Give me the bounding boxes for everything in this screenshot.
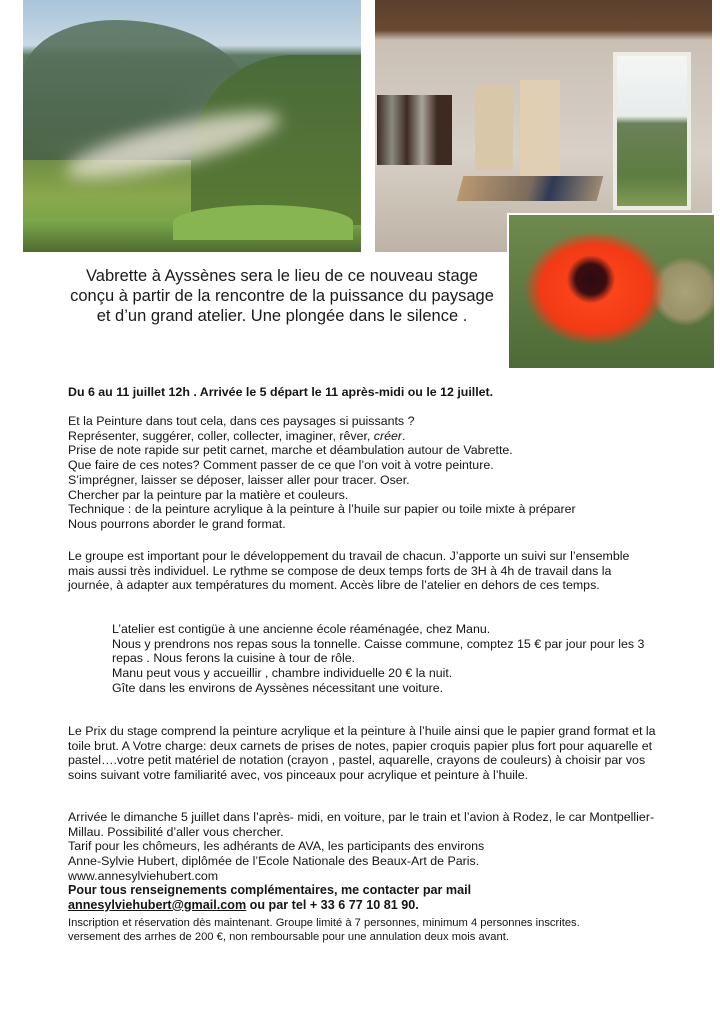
photo-doors [377, 95, 452, 165]
inscription-line: versement des arrhes de 200 €, non remboursable pour une annulation deux mois avant. [68, 931, 509, 943]
painting-line: S’imprégner, laisser se déposer, laisser aller pour tracer. Oser. [68, 472, 410, 487]
inscription-section [68, 916, 688, 944]
atelier-info-line: Nous y prendrons nos repas sous la tonnelle. Caisse commune, comptez 15 € par jour pour les 3 repas . Nous ferons la cuisine à tour de rôle. [112, 636, 645, 666]
painting-line: Nous pourrons aborder le grand format. [68, 516, 286, 531]
painting-line: Et la Peinture dans tout cela, dans ces paysages si puissants ? [68, 414, 415, 428]
dates-text: Du 6 au 11 juillet 12h . Arrivée le 5 départ le 11 après-midi ou le 12 juillet. [68, 385, 494, 399]
landscape-photo [23, 0, 361, 252]
arrival-section [68, 810, 668, 884]
painting-line: Prise de note rapide sur petit carnet, marche et déambulation autour de Vabrette. [68, 443, 513, 458]
atelier-info-section [112, 622, 652, 696]
atelier-info-line: L’atelier est contigüe à une ancienne école réaménagée, chez Manu. [112, 622, 491, 636]
photo-panel [475, 85, 513, 170]
contact-line: Pour tous renseignements complémentaires, me contacter par mail [68, 883, 472, 897]
intro-text: Vabrette à Ayssènes sera le lieu de ce nouveau stage conçu à partir de la rencontre de la puissance du paysage et d’un grand atelier. Une plongée dans le silence . [70, 267, 494, 325]
price-paragraph: Le Prix du stage comprend la peinture acrylique et la peinture à l’huile ainsi que le papier grand format et la toile brut. A Votre charge: deux carnets de prises de notes, papier croquis papier plus fort pour aquarelle et pastel….votre petit matériel de notation (crayon , pastel, aquarelle, crayons de couleurs) à choisir par vos soins suivant votre familiarité avec, vos pinceaux pour acrylique et peinture à l’huile. [68, 724, 656, 783]
phone-text: ou par tel + 33 6 77 10 81 90. [246, 897, 419, 912]
painting-line: Que faire de ces notes? Comment passer de ce que l’on voit à votre peinture. [68, 458, 494, 473]
painting-line: Chercher par la peinture par la matière et couleurs. [68, 487, 349, 502]
website-link[interactable]: www.annesylviehubert.com [68, 868, 219, 883]
photo-table [457, 176, 604, 201]
photo-window [613, 52, 691, 210]
contact-line [68, 898, 668, 913]
group-paragraph: Le groupe est important pour le développement du travail de chacun. J’apporte un suivi sur l’ensemble mais aussi très individuel. Le rythme se compose de deux temps forts de 3H à 4h de travail dans la journée, à adapter aux températures du moment. Accès libre de l’atelier en dehors de ces temps. [68, 549, 630, 593]
email-link[interactable]: annesylviehubert@gmail.com [68, 897, 247, 912]
contact-section [68, 883, 668, 912]
painting-section [68, 414, 688, 532]
atelier-info-line: Manu peut vous y accueillir , chambre individuelle 20 € la nuit. [112, 666, 453, 681]
photo-meadow [173, 205, 353, 240]
arrival-line: Arrivée le dimanche 5 juillet dans l’après- midi, en voiture, par le train et l’avion à Rodez, le car Montpellier-Millau. Possibilité d’aller vous chercher. [68, 810, 655, 839]
italic-word: créer [373, 428, 403, 443]
poppy-photo [507, 213, 714, 368]
photo-panel [520, 80, 560, 180]
painting-line: Technique : de la peinture acrylique à la peinture à l’huile sur papier ou toile mixte à préparer [68, 502, 576, 517]
inscription-line: Inscription et réservation dès maintenant. Groupe limité à 7 personnes, minimum 4 personnes inscrites. [68, 917, 580, 929]
painting-line [68, 429, 688, 444]
arrival-line: Tarif pour les chômeurs, les adhérants de AVA, les participants des environs [68, 839, 485, 854]
painting-line-text: Représenter, suggérer, coller, collecter, imaginer, rêver, [68, 428, 374, 443]
atelier-info-line: Gîte dans les environs de Ayssènes nécessitant une voiture. [112, 680, 444, 695]
italic-suffix: . [402, 428, 406, 443]
arrival-line: Anne-Sylvie Hubert, diplômée de l’Ecole Nationale des Beaux-Art de Paris. [68, 854, 480, 869]
